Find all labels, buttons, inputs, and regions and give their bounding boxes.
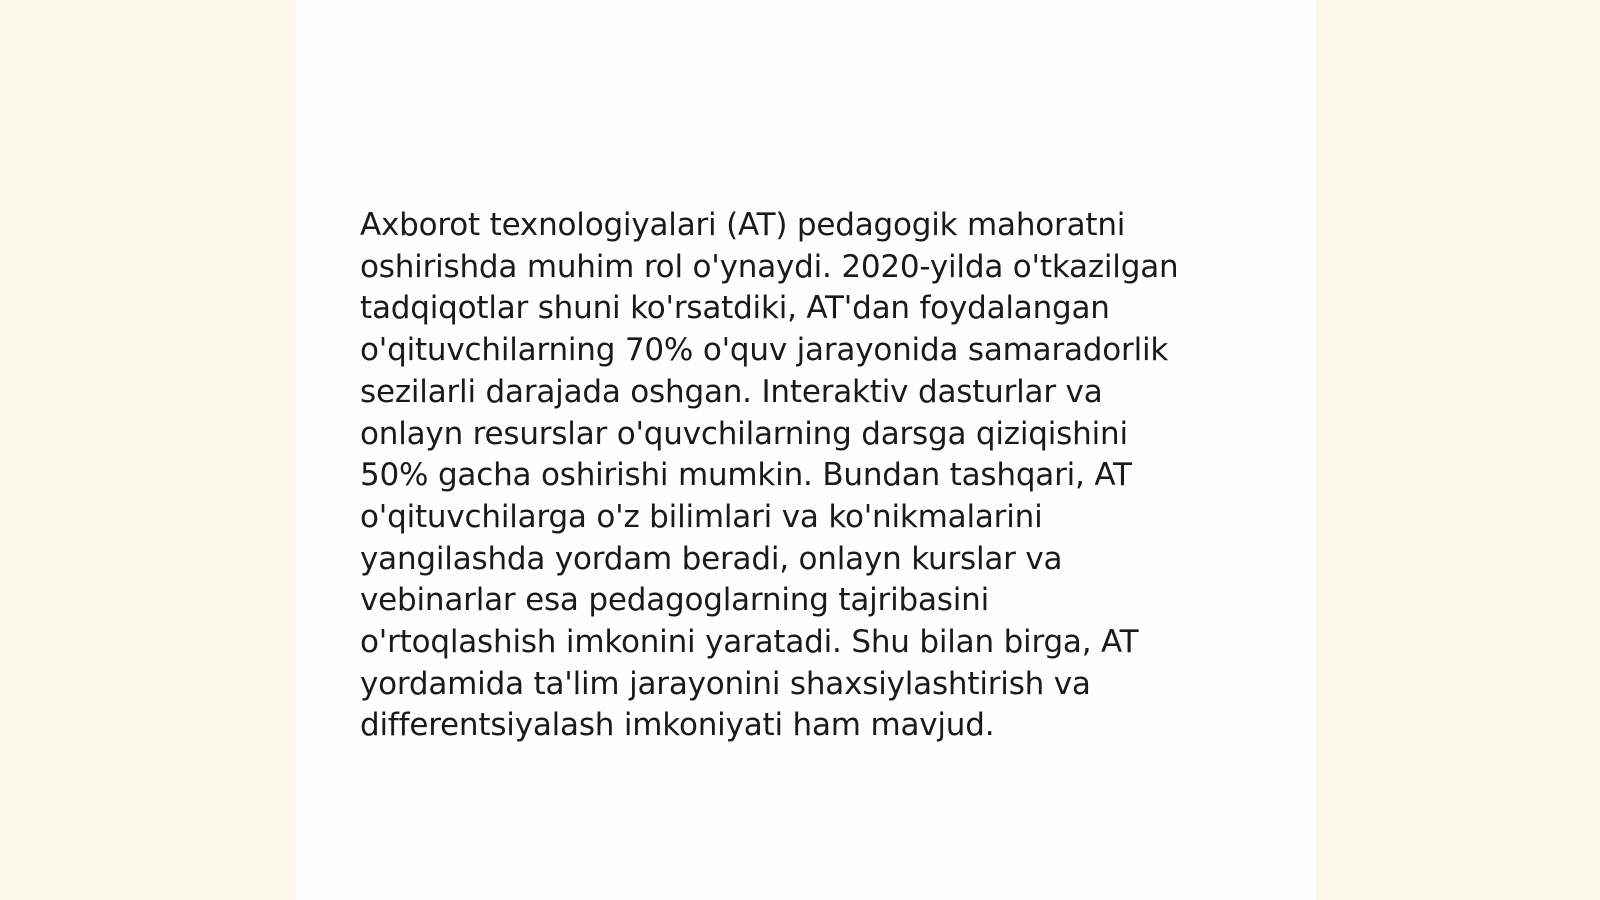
right-margin-panel: [1316, 0, 1600, 900]
paragraph-line: oshirishda muhim rol o'ynaydi. 2020-yilda o'tkazilgan: [360, 248, 1179, 285]
paragraph-line: 50% gacha oshirishi mumkin. Bundan tashqari, AT: [360, 457, 1132, 494]
paragraph-line: sezilarli darajada oshgan. Interaktiv dasturlar va: [360, 373, 1103, 410]
paragraph-line: yordamida ta'lim jarayonini shaxsiylashtirish va: [360, 665, 1091, 702]
paragraph-line: o'qituvchilarning 70% o'quv jarayonida samaradorlik: [360, 332, 1169, 369]
paragraph-line: Axborot texnologiyalari (AT) pedagogik mahoratni: [360, 207, 1126, 243]
paragraph-line: yangilashda yordam beradi, onlayn kurslar va: [360, 540, 1063, 577]
document-page: [296, 0, 1316, 900]
paragraph-line: o'qituvchilarga o'z bilimlari va ko'nikmalarini: [360, 498, 1043, 535]
body-paragraph: [360, 205, 1240, 747]
paragraph-line: tadqiqotlar shuni ko'rsatdiki, AT'dan foydalangan: [360, 290, 1110, 327]
paragraph-line: o'rtoqlashish imkonini yaratadi. Shu bilan birga, AT: [360, 624, 1139, 661]
paragraph-line: onlayn resurslar o'quvchilarning darsga qiziqishini: [360, 415, 1128, 452]
paragraph-line: differentsiyalash imkoniyati ham mavjud.: [360, 707, 995, 744]
left-margin-panel: [0, 0, 296, 900]
paragraph-line: vebinarlar esa pedagoglarning tajribasini: [360, 582, 989, 619]
